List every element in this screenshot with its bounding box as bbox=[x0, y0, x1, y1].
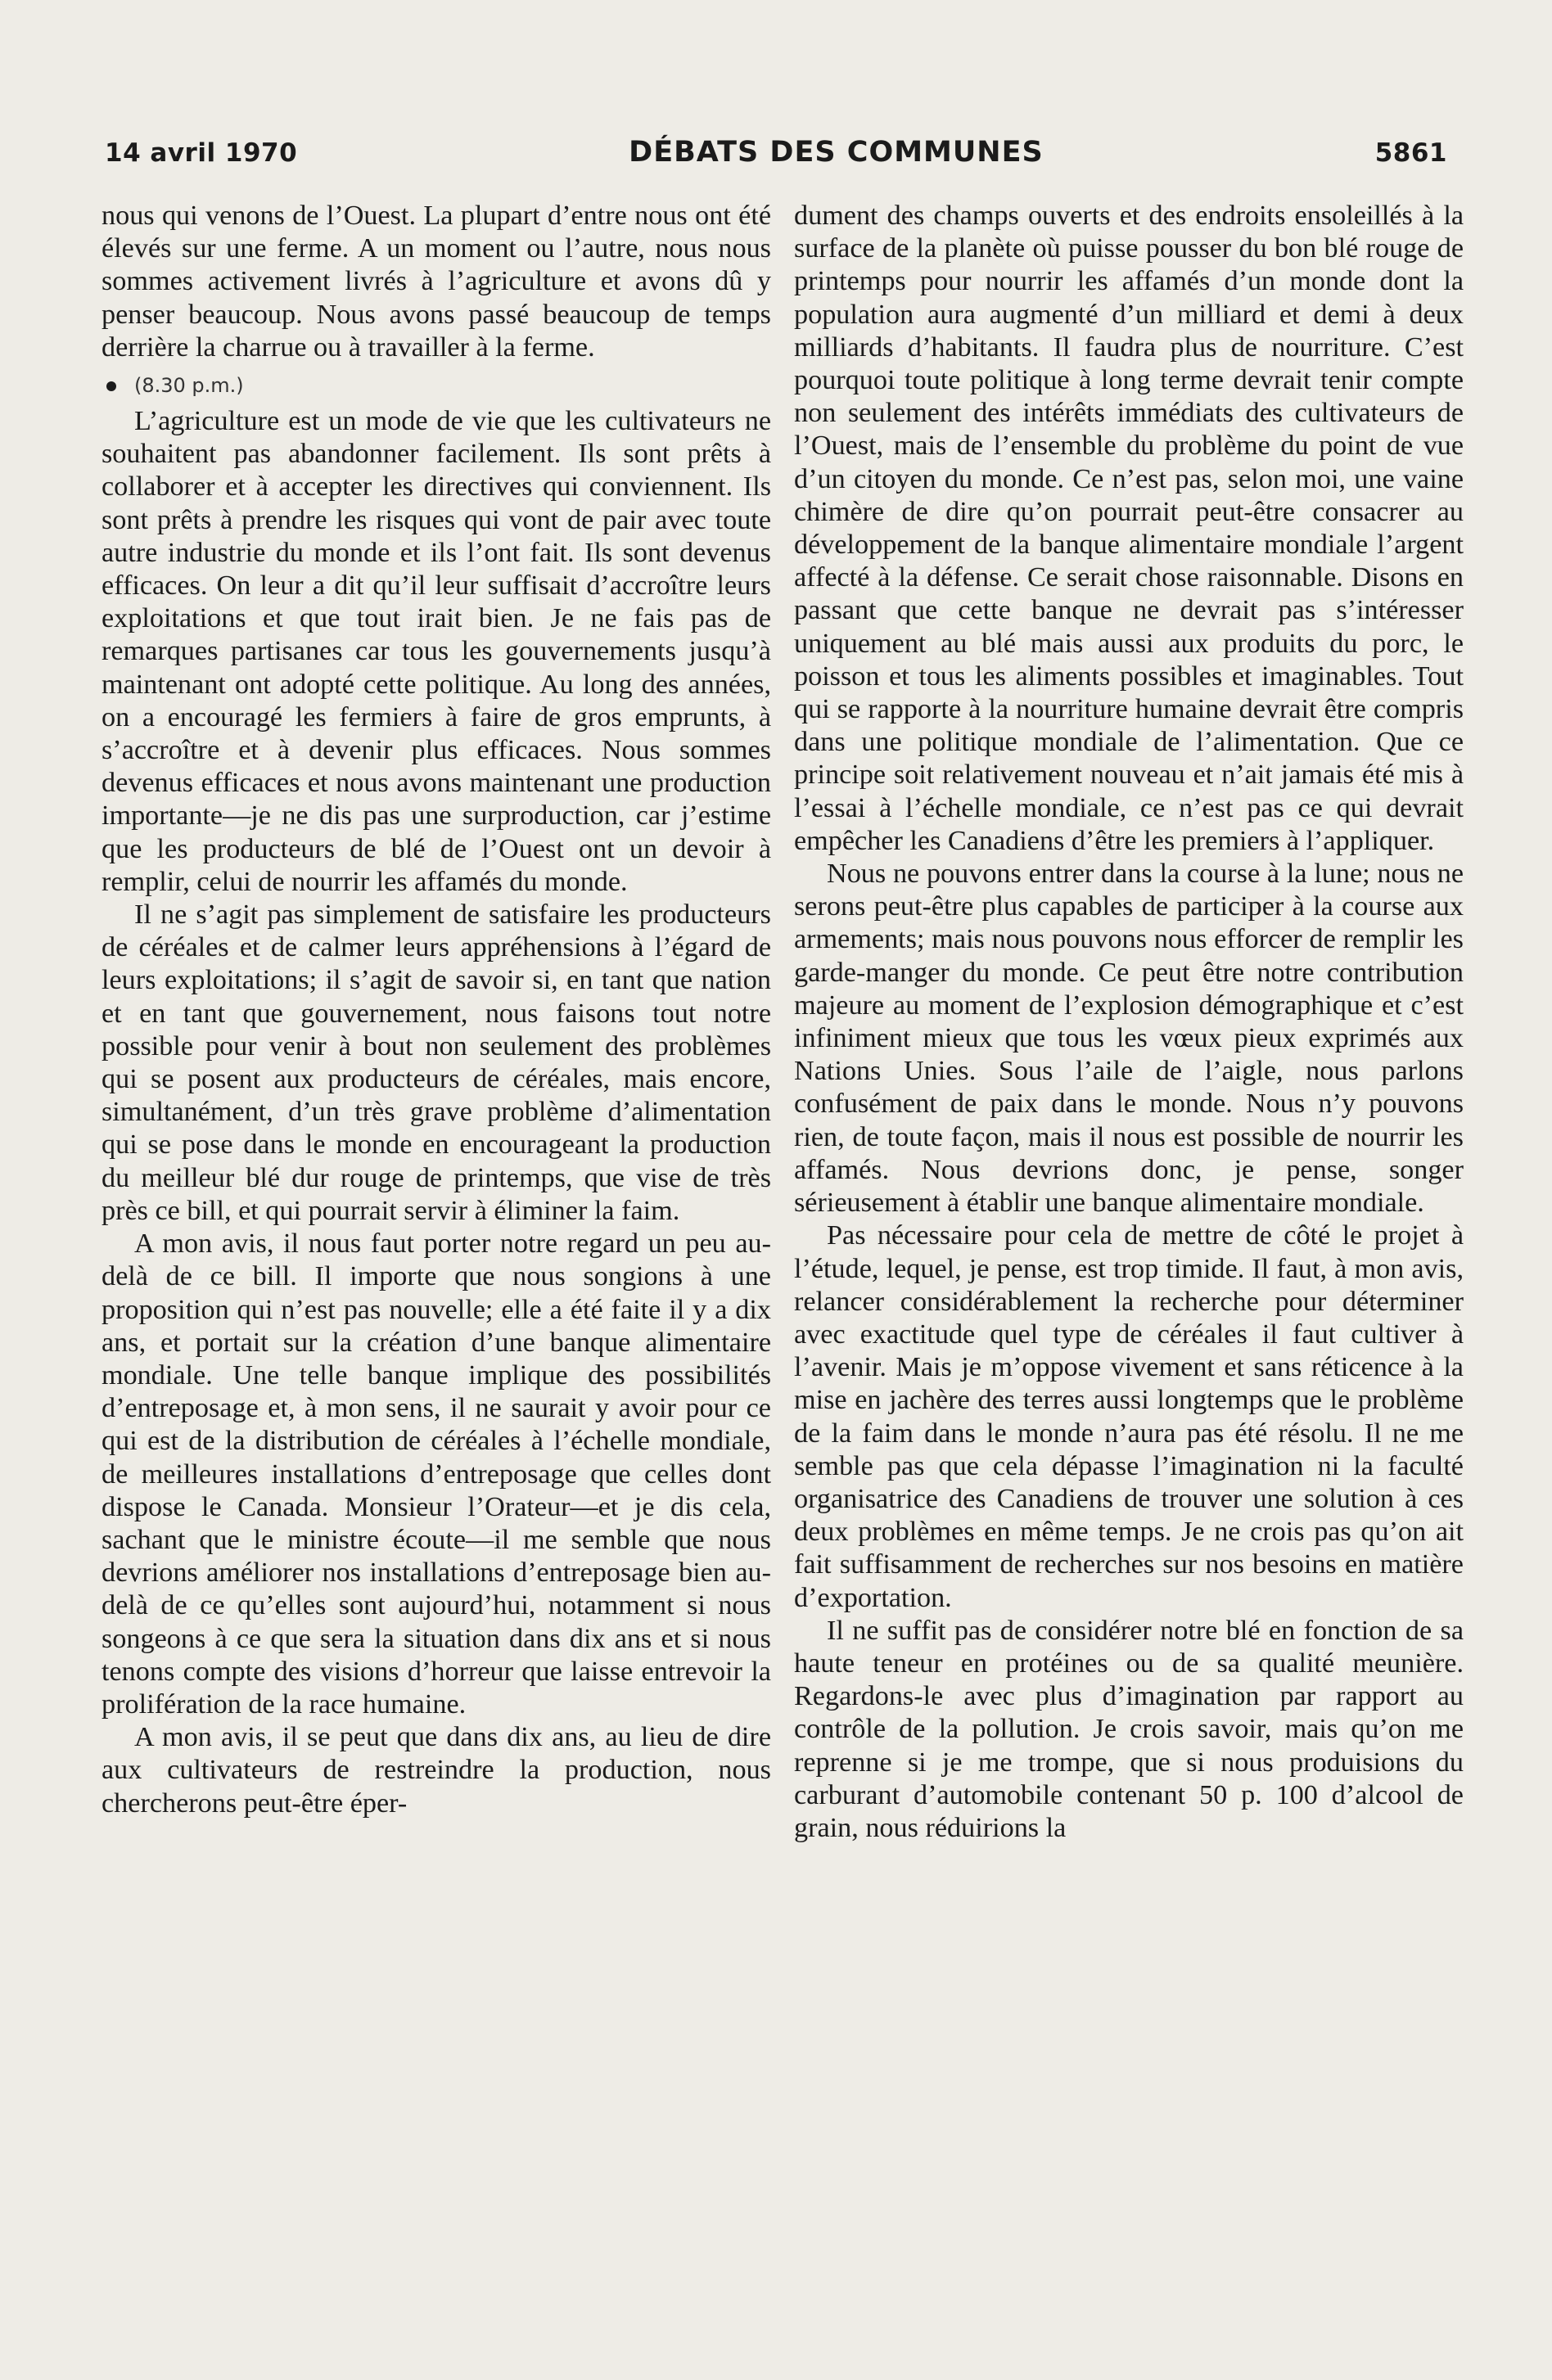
paragraph: L’agriculture est un mode de vie que les cultivateurs ne souhaitent pas abandonner facilement. Ils sont prêts à collaborer et à accepter les directives qui conviennent. Ils sont prêts à prendre les risques qui vont de pair avec toute autre industrie du monde et ils l’ont fait. Ils sont devenus efficaces. On leur a dit qu’il leur suffisait d’accroître leurs exploitations et que tout irait bien. Je ne fais pas de remarques partisanes car tous les gouvernements jusqu’à maintenant ont adopté cette politique. Au long des années, on a encouragé les fermiers à faire de gros emprunts, à s’accroître et à devenir plus efficaces. Nous sommes devenus efficaces et nous avons maintenant une production importante—je ne dis pas une surproduction, car j’estime que les producteurs de blé de l’Ouest ont un devoir à remplir, celui de nourrir les affamés du monde. bbox=[102, 406, 771, 897]
paragraph: Il ne s’agit pas simplement de satisfaire les producteurs de céréales et de calmer leurs appréhensions à l’égard de leurs exploitations; il s’agit de savoir si, en tant que nation et en tant que gouvernement, nous faisons tout notre possible pour venir à bout non seulement des problèmes qui se posent aux producteurs de céréales, mais encore, simultanément, d’un très grave problème d’alimentation qui se pose dans le monde en encourageant la production du meilleur blé dur rouge de printemps, que vise de très près ce bill, et qui pourrait servir à éliminer la faim. bbox=[102, 899, 771, 1226]
paragraph: Pas nécessaire pour cela de mettre de côté le projet à l’étude, lequel, je pense, est trop timide. Il faut, à mon avis, relancer considérablement la recherche pour déterminer avec exactitude quel type de céréales il faut cultiver à l’avenir. Mais je m’oppose vivement et sans réticence à la mise en jachère des terres aussi longtemps que le problème de la faim dans le monde n’aura pas été résolu. Il ne me semble pas que cela dépasse l’imagination ni la faculté organisatrice des Canadiens de trouver une solution à ces deux problèmes en même temps. Je ne crois pas qu’on ait fait suffisamment de recherches sur nos besoins en matière d’exportation. bbox=[794, 1220, 1464, 1613]
paragraph: Il ne suffit pas de considérer notre blé en fonction de sa haute teneur en protéines ou de sa qualité meunière. Regardons-le avec plus d’imagination par rapport au contrôle de la pollution. Je crois savoir, mais qu’on me reprenne si je me trompe, que si nous produisions du carburant d’automobile contenant 50 p. 100 d’alcool de grain, nous réduirions la bbox=[794, 1615, 1464, 1843]
time-note-text: (8.30 p.m.) bbox=[134, 374, 244, 398]
paragraph: Nous ne pouvons entrer dans la course à la lune; nous ne serons peut-être plus capables de participer à la course aux armements; mais nous pouvons nous efforcer de remplir les garde-manger du monde. Ce peut être notre contribution majeure au moment de l’explosion démographique et c’est infiniment mieux que tous les vœux pieux exprimés aux Nations Unies. Sous l’aile de l’aigle, nous parlons confusément de paix dans le monde. Nous n’y pouvons rien, de toute façon, mais il nous est possible de nourrir les affamés. Nous devrions donc, je pense, songer sérieusement à établir une banque alimentaire mondiale. bbox=[794, 859, 1464, 1219]
right-column bbox=[794, 200, 1464, 1845]
header-date: 14 avril 1970 bbox=[105, 138, 298, 168]
page-number: 5861 bbox=[1374, 138, 1447, 168]
left-column bbox=[102, 200, 771, 1820]
header-title: DÉBATS DES COMMUNES bbox=[629, 136, 1044, 169]
paragraph: A mon avis, il nous faut porter notre regard un peu au-delà de ce bill. Il importe que nous songions à une proposition qui n’est pas nouvelle; elle a été faite il y a dix ans, et portait sur la création d’une banque alimentaire mondiale. Une telle banque implique des possibilités d’entreposage et, à mon sens, il ne saurait y avoir pour ce qui est de la distribution de céréales à l’échelle mondiale, de meilleures installations d’entreposage que celles dont dispose le Canada. Monsieur l’Orateur—et je dis cela, sachant que le ministre écoute—il me semble que nous devrions améliorer nos installations d’entreposage bien au-delà de ce qu’elles sont aujourd’hui, notamment si nous songeons à ce que sera la situation dans dix ans et si nous tenons compte des visions d’horreur que laisse entrevoir la prolifération de la race humaine. bbox=[102, 1228, 771, 1720]
paragraph: dument des champs ouverts et des endroits ensoleillés à la surface de la planète où puisse pousser du bon blé rouge de printemps pour nourrir les affamés d’un monde dont la population aura augmenté d’un milliard et demi à deux milliards d’habitants. Il faudra plus de nourriture. C’est pourquoi toute politique à long terme devrait tenir compte non seulement des intérêts immédiats des cultivateurs de l’Ouest, mais de l’ensemble du problème du point de vue d’un citoyen du monde. Ce n’est pas, selon moi, une vaine chimère de dire qu’on pourrait peut-être consacrer au développement de la banque alimentaire mondiale l’argent affecté à la défense. Ce serait chose raisonnable. Disons en passant que cette banque ne devrait pas s’intéresser uniquement au blé mais aussi aux produits du porc, le poisson et tous les aliments possibles et imaginables. Tout qui se rapporte à la nourriture humaine devrait être compris dans une politique mondiale de l’alimentation. Que ce principe soit relativement nouveau et n’ait jamais été mis à l’essai à l’échelle mondiale, ce n’est pas ce qui devrait empêcher les Canadiens d’être les premiers à l’appliquer. bbox=[794, 201, 1464, 856]
page-header bbox=[105, 136, 1447, 169]
time-note bbox=[102, 369, 771, 402]
paragraph: A mon avis, il se peut que dans dix ans, au lieu de dire aux cultivateurs de restreindre la production, nous chercherons peut-être éper- bbox=[102, 1722, 771, 1819]
paragraph: nous qui venons de l’Ouest. La plupart d’entre nous ont été élevés sur une ferme. A un moment ou l’autre, nous nous sommes activement livrés à l’agriculture et avons dû y penser beaucoup. Nous avons passé beaucoup de temps derrière la charrue ou à travailler à la ferme. bbox=[102, 201, 771, 363]
bullet-icon bbox=[106, 381, 116, 391]
